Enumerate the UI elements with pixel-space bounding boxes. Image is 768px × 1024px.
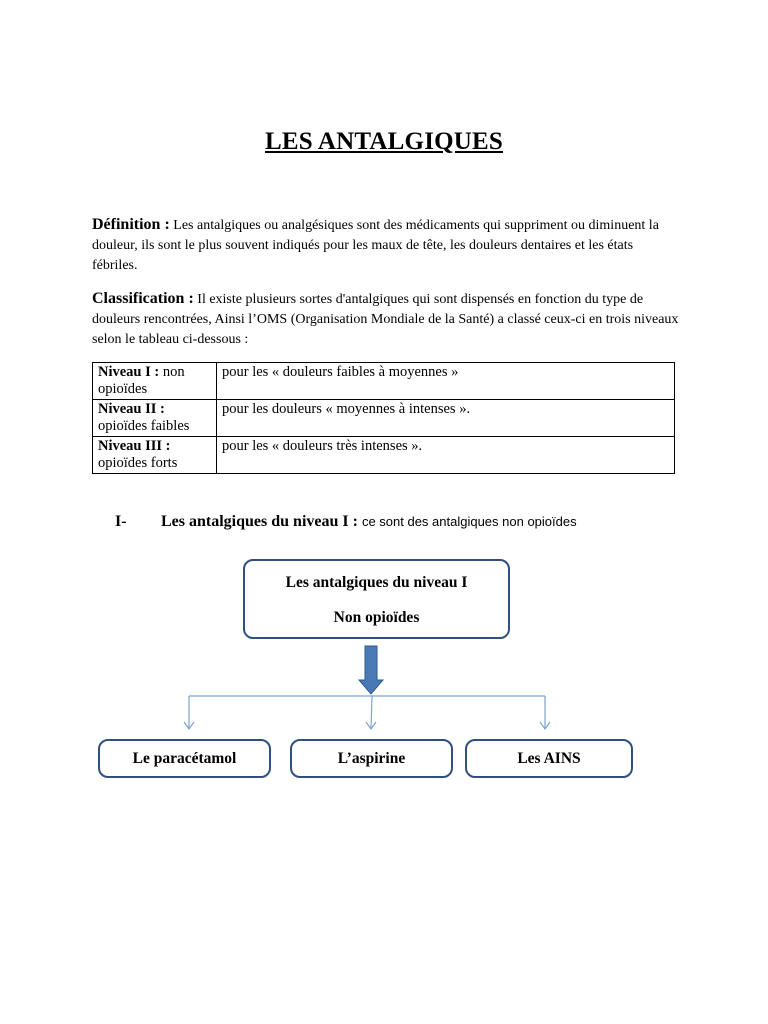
level-description: pour les douleurs « moyennes à intenses ». [217, 400, 675, 437]
diagram-child-ains: Les AINS [465, 739, 633, 778]
diagram-main-line1: Les antalgiques du niveau I [285, 574, 468, 591]
down-arrow-icon [359, 646, 383, 694]
classification-text: Il existe plusieurs sortes d'antalgiques qui sont dispensés en fonction du type de douleurs rencontrées, Ainsi l’OMS (Organisation Mondiale de la Santé) a classé ceux-ci en trois niveaux selon le tableau ci-dessous : [92, 292, 679, 347]
level-type: opioïdes forts [98, 455, 178, 471]
section-number: I- [115, 513, 127, 530]
section-title: Les antalgiques du niveau I : [161, 513, 358, 530]
definition-label: Définition : [92, 216, 170, 233]
page-title: LES ANTALGIQUES [264, 128, 504, 155]
level-label: Niveau II : [98, 401, 165, 417]
level-type: non opioïdes [98, 364, 185, 397]
level-label: Niveau III : [98, 438, 171, 454]
section-text: ce sont des antalgiques non opioïdes [361, 514, 577, 529]
level-description: pour les « douleurs très intenses ». [217, 437, 675, 474]
diagram-main-line2: Non opioïdes [333, 609, 420, 626]
level-description: pour les « douleurs faibles à moyennes » [217, 363, 675, 400]
level-label: Niveau I : [98, 364, 160, 380]
classification-label: Classification : [92, 290, 194, 307]
connector-line [371, 696, 372, 728]
definition-text: Les antalgiques ou analgésiques sont des médicaments qui suppriment ou diminuent la douleur, ils sont le plus souvent indiqués pour les maux de tête, les douleurs dentaires et les états fébriles. [92, 218, 659, 273]
diagram-main-box [243, 559, 510, 639]
diagram-child-aspirine: L’aspirine [290, 739, 453, 778]
diagram-child-paracetamol: Le paracétamol [98, 739, 271, 778]
level-type: opioïdes faibles [98, 418, 190, 434]
